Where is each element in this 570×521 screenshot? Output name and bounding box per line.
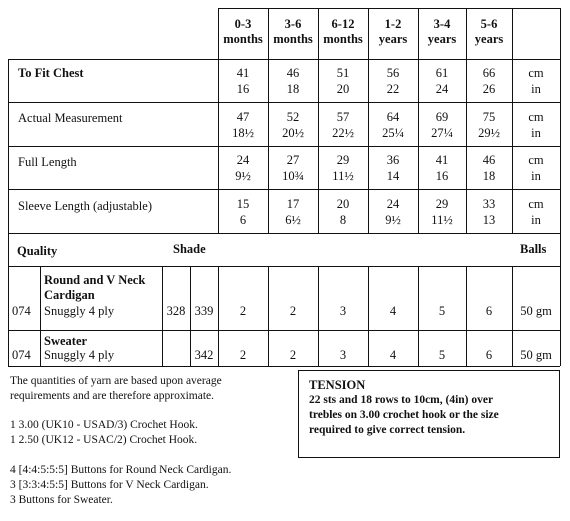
unit-cell: cm in xyxy=(528,66,544,96)
measure-cell: 47 18½ xyxy=(232,110,254,140)
shade-code: 339 xyxy=(194,304,214,318)
ball-quantity: 2 xyxy=(289,348,297,362)
ball-weight: 50 gm xyxy=(520,348,552,362)
table-rule xyxy=(8,233,9,366)
quantity-note: The quantities of yarn are based upon average requirements and are therefore approximate. xyxy=(10,375,222,402)
table-rule xyxy=(8,233,560,234)
ball-quantity: 4 xyxy=(389,348,397,362)
table-rule xyxy=(8,59,560,60)
tension-text: trebles on 3.00 crochet hook or the size xyxy=(309,409,499,421)
row-label-actual: Actual Measurement xyxy=(18,111,123,125)
measure-cell: 66 26 xyxy=(482,66,496,96)
measure-cell: 24 9½ xyxy=(235,153,251,183)
measure-cell: 46 18 xyxy=(482,153,496,183)
table-rule xyxy=(8,146,560,147)
table-rule xyxy=(560,233,561,366)
tension-text: required to give correct tension. xyxy=(309,424,466,436)
table-rule xyxy=(8,59,9,233)
table-rule xyxy=(40,266,41,366)
age-header: 3-4 years xyxy=(427,17,457,46)
measure-cell: 46 18 xyxy=(286,66,300,96)
row-label-full-length: Full Length xyxy=(18,155,77,169)
yarn-code: 074 xyxy=(12,304,31,318)
ball-quantity: 2 xyxy=(239,304,247,318)
ball-weight: 50 gm xyxy=(520,304,552,318)
shade-code: 328 xyxy=(166,304,186,318)
tension-title: TENSION xyxy=(309,378,366,392)
measure-cell: 17 6½ xyxy=(285,197,301,227)
garment-name: Sweater xyxy=(44,334,88,348)
measure-cell: 69 27¼ xyxy=(431,110,453,140)
shade-header: Shade xyxy=(173,242,206,256)
table-rule xyxy=(8,189,560,190)
shade-code: 342 xyxy=(194,348,214,362)
measure-cell: 15 6 xyxy=(236,197,250,227)
table-rule xyxy=(8,266,560,267)
ball-quantity: 2 xyxy=(289,304,297,318)
table-rule xyxy=(8,330,560,331)
tension-box xyxy=(298,370,560,458)
measure-cell: 24 9½ xyxy=(385,197,401,227)
age-header: 5-6 years xyxy=(474,17,504,46)
measure-cell: 27 10¾ xyxy=(282,153,304,183)
garment-name: Round and V Neck xyxy=(44,273,146,287)
garment-name: Cardigan xyxy=(44,288,95,302)
measure-cell: 41 16 xyxy=(236,66,250,96)
measure-cell: 75 29½ xyxy=(478,110,500,140)
ball-quantity: 3 xyxy=(339,304,347,318)
measure-cell: 36 14 xyxy=(386,153,400,183)
age-header: 0-3 months xyxy=(223,17,263,46)
measure-cell: 20 8 xyxy=(336,197,350,227)
measure-cell: 41 16 xyxy=(435,153,449,183)
table-rule xyxy=(8,366,560,367)
yarn-type: Snuggly 4 ply xyxy=(44,304,115,318)
unit-cell: cm in xyxy=(528,153,544,183)
measure-cell: 29 11½ xyxy=(431,197,453,227)
quality-header: Quality xyxy=(17,244,58,258)
ball-quantity: 4 xyxy=(389,304,397,318)
table-rule xyxy=(8,102,560,103)
hook-list: 1 3.00 (UK10 - USAD/3) Crochet Hook. 1 2.50 (UK12 - USAC/2) Crochet Hook. xyxy=(10,419,198,446)
tension-text: 22 sts and 18 rows to 10cm, (4in) over xyxy=(309,394,494,406)
age-header: 6-12 months xyxy=(323,17,363,46)
yarn-code: 074 xyxy=(12,348,31,362)
measure-cell: 29 11½ xyxy=(332,153,354,183)
measure-cell: 56 22 xyxy=(386,66,400,96)
ball-quantity: 2 xyxy=(239,348,247,362)
balls-header: Balls xyxy=(520,242,547,256)
age-header: 1-2 years xyxy=(378,17,408,46)
measure-cell: 51 20 xyxy=(336,66,350,96)
unit-cell: cm in xyxy=(528,110,544,140)
measure-cell: 64 25¼ xyxy=(382,110,404,140)
unit-cell: cm in xyxy=(528,197,544,227)
table-rule xyxy=(560,8,561,233)
ball-quantity: 5 xyxy=(438,304,446,318)
age-header: 3-6 months xyxy=(273,17,313,46)
yarn-type: Snuggly 4 ply xyxy=(44,348,115,362)
measure-cell: 52 20½ xyxy=(282,110,304,140)
measure-cell: 33 13 xyxy=(482,197,496,227)
ball-quantity: 5 xyxy=(438,348,446,362)
ball-quantity: 6 xyxy=(485,348,493,362)
table-rule xyxy=(218,8,560,9)
ball-quantity: 3 xyxy=(339,348,347,362)
ball-quantity: 6 xyxy=(485,304,493,318)
row-label-chest: To Fit Chest xyxy=(18,66,84,80)
buttons-list: 4 [4:4:5:5:5] Buttons for Round Neck Cardigan. 3 [3:3:4:5:5] Buttons for V Neck Cardigan. 3 Buttons for Sweater. xyxy=(10,464,232,506)
measure-cell: 61 24 xyxy=(435,66,449,96)
measure-cell: 57 22½ xyxy=(332,110,354,140)
row-label-sleeve-length: Sleeve Length (adjustable) xyxy=(18,199,152,213)
